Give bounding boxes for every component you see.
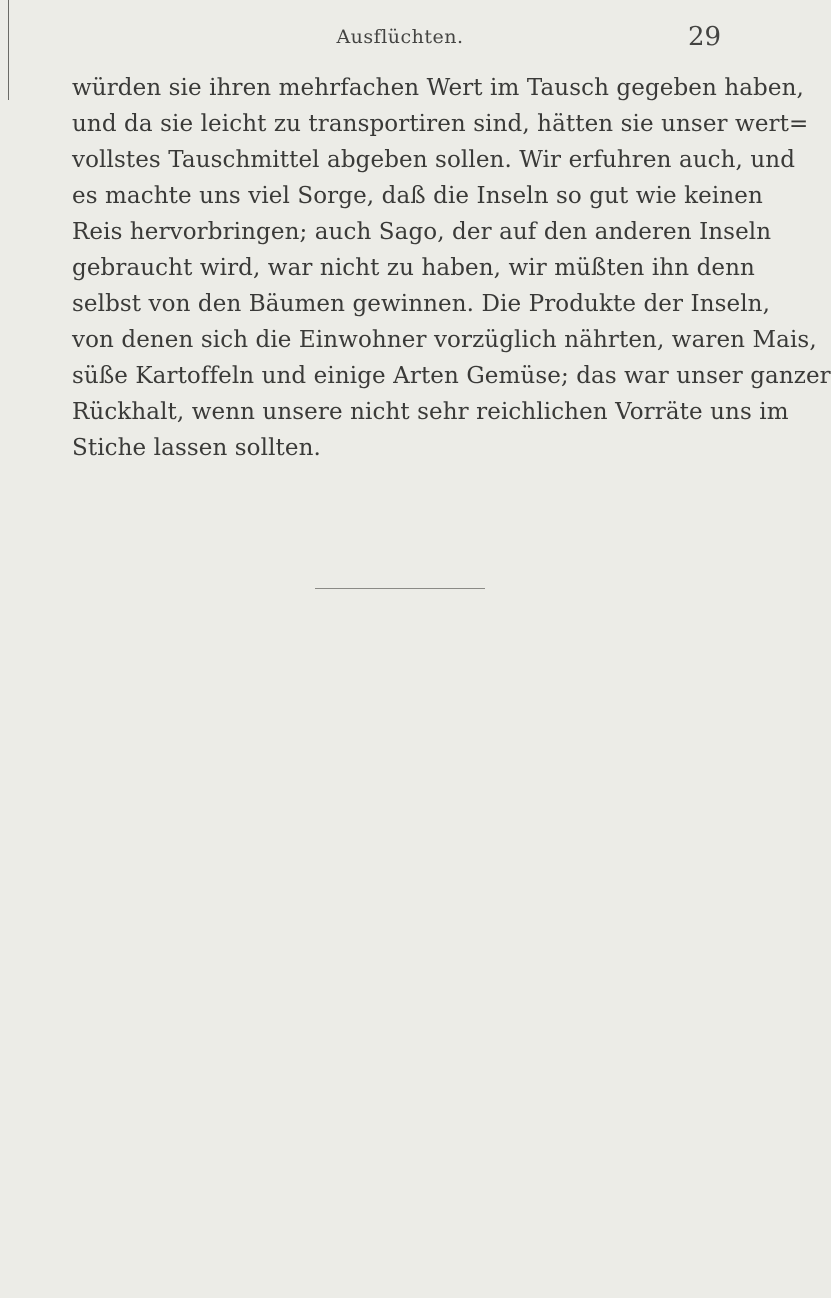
page-number: 29 (688, 22, 722, 52)
footnote-separator (315, 588, 485, 589)
text-line: Stiche lassen sollten. (72, 435, 321, 461)
text-line: süße Kartoffeln und einige Arten Gemüse; das war unser ganzer (72, 363, 831, 389)
text-line: von denen sich die Einwohner vorzüglich nährten, waren Mais, (72, 327, 817, 353)
text-line: gebraucht wird, war nicht zu haben, wir müßten ihn denn (72, 255, 755, 281)
text-line: Rückhalt, wenn unsere nicht sehr reichlichen Vorräte uns im (72, 399, 789, 425)
text-line: Reis hervorbringen; auch Sago, der auf den anderen Inseln (72, 219, 772, 245)
running-head (0, 22, 800, 52)
text-line: und da sie leicht zu transportiren sind, hätten sie unser wert= (72, 111, 809, 137)
text-line: es machte uns viel Sorge, daß die Inseln so gut wie keinen (72, 183, 763, 209)
running-title: Ausflüchten. (336, 26, 464, 48)
text-line: selbst von den Bäumen gewinnen. Die Produkte der Inseln, (72, 291, 771, 317)
text-line: würden sie ihren mehrfachen Wert im Tausch gegeben haben, (72, 75, 804, 101)
body-paragraph (72, 70, 831, 466)
text-line: vollstes Tauschmittel abgeben sollen. Wir erfuhren auch, und (72, 147, 796, 173)
